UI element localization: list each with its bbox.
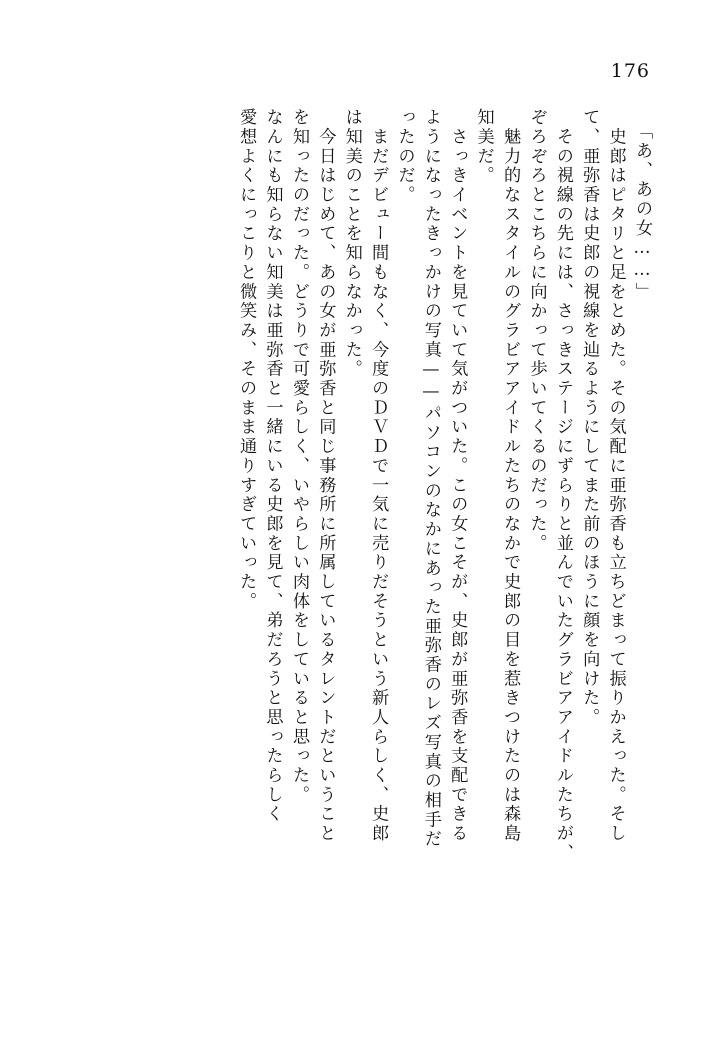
text-column: は知美のことを知らなかった。 [341, 108, 362, 379]
text-column: て、亜弥香は史郎の視線を辿るようにしてまた前のほうに顔を向けた。 [579, 108, 600, 728]
text-column: まだデビュー間もなく、今度のＤＶＤで一気に売りだそうという新人らしく、史郎 [368, 108, 389, 844]
text-column: ようになったきっかけの写真——パソコンのなかにあった亜弥香のレズ写真の相手だ [420, 108, 441, 849]
text-column: 「あ、あの女……」 [632, 122, 652, 302]
text-column: ぞろぞろとこちらに向かって歩いてくるのだった。 [526, 108, 547, 554]
text-column: を知ったのだった。どうりで可愛らしく、いやらしい肉体をしていると思った。 [288, 108, 309, 805]
text-column: さっきイベントを見ていて気がついた。この女こそが、史郎が亜弥香を支配できる [447, 108, 468, 844]
text-column: 史郎はピタリと足をとめた。その気配に亜弥香も立ちどまって振りかえった。そし [605, 108, 626, 844]
text-column: ったのだ。 [394, 108, 415, 205]
text-column: その視線の先には、さっきステージにずらりと並んでいたグラビアアイドルたちが、 [552, 108, 573, 863]
page-number: 176 [610, 60, 650, 82]
text-column: なんにも知らない知美は亜弥香と一緒にいる史郎を見て、弟だろうと思ったらしく [262, 108, 283, 824]
text-column: 今日はじめて、あの女が亜弥香と同じ事務所に所属しているタレントだということ [315, 108, 336, 844]
text-column: 知美だ。 [473, 108, 494, 186]
text-column: 魅力的なスタイルのグラビアアイドルたちのなかで史郎の目を惹きつけたのは森島 [500, 108, 521, 844]
text-column: 愛想よくにっこりと微笑み、そのまま通りすぎていった。 [236, 108, 257, 612]
vertical-text-block [78, 108, 650, 968]
